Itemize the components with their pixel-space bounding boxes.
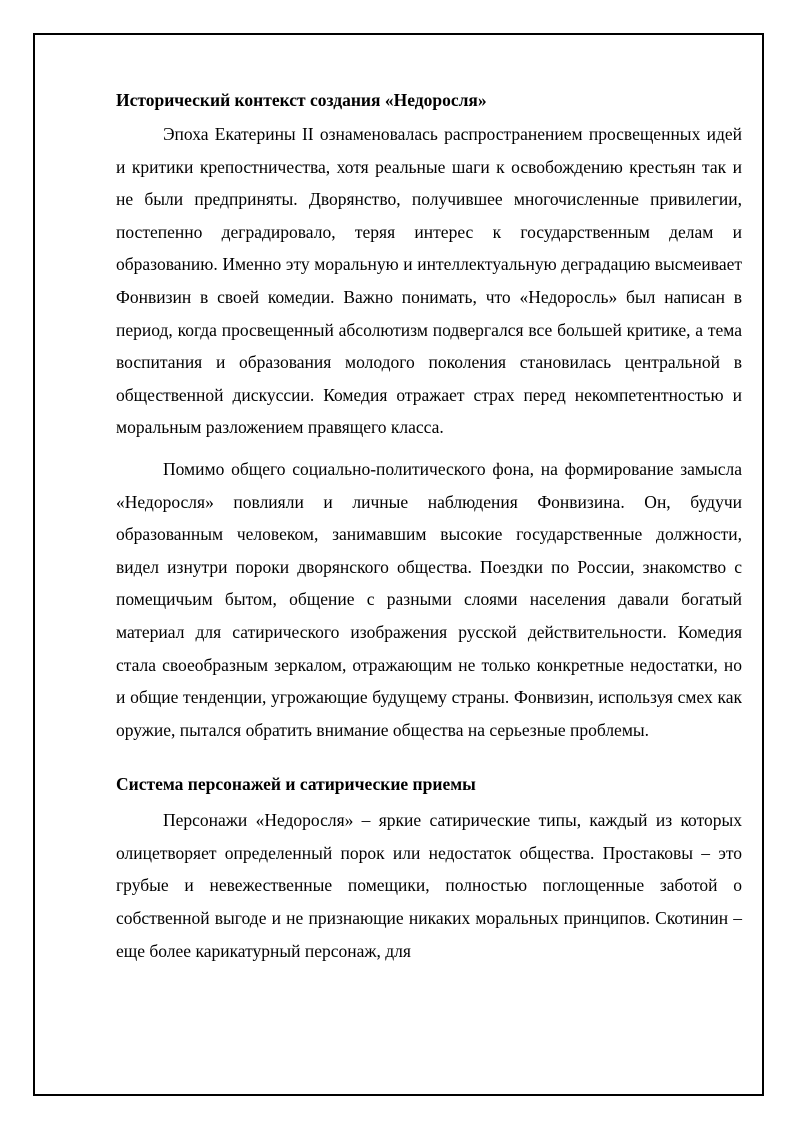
paragraph: Эпоха Екатерины II ознаменовалась распространением просвещенных идей и критики крепостничества, хотя реальные шаги к освобождению крестьян так и не были предприняты. Дворянство, получившее многочисленные привилегии, постепенно деградировало, теряя интерес к государственным делам и образованию. Именно эту моральную и интеллектуальную деградацию высмеивает Фонвизин в своей комедии. Важно понимать, что «Недоросль» был написан в период, когда просвещенный абсолютизм подвергался все большей критике, а тема воспитания и образования молодого поколения становилась центральной в общественной дискуссии. Комедия отражает страх перед некомпетентностью и моральным разложением правящего класса. — [116, 124, 742, 438]
section-heading: Исторический контекст создания «Недоросля» — [116, 90, 487, 110]
paragraph: Персонажи «Недоросля» – яркие сатирические типы, каждый из которых олицетворяет определенный порок или недостаток общества. Простаковы – это грубые и невежественные помещики, полностью поглощенные заботой о собственной выгоде и не признающие никаких моральных принципов. Скотинин – еще более карикатурный персонаж, для — [116, 810, 742, 961]
document-body — [116, 84, 742, 967]
paragraph: Помимо общего социально-политического фона, на формирование замысла «Недоросля» повлияли и личные наблюдения Фонвизина. Он, будучи образованным человеком, занимавшим высокие государственные должности, видел изнутри пороки дворянского общества. Поездки по России, знакомство с помещичьим бытом, общение с разными слоями населения давали богатый материал для сатирического изображения русской действительности. Комедия стала своеобразным зеркалом, отражающим не только конкретные недостатки, но и общие тенденции, угрожающие будущему страны. Фонвизин, используя смех как оружие, пытался обратить внимание общества на серьезные проблемы. — [116, 458, 742, 740]
section-heading: Система персонажей и сатирические приемы — [116, 774, 476, 795]
